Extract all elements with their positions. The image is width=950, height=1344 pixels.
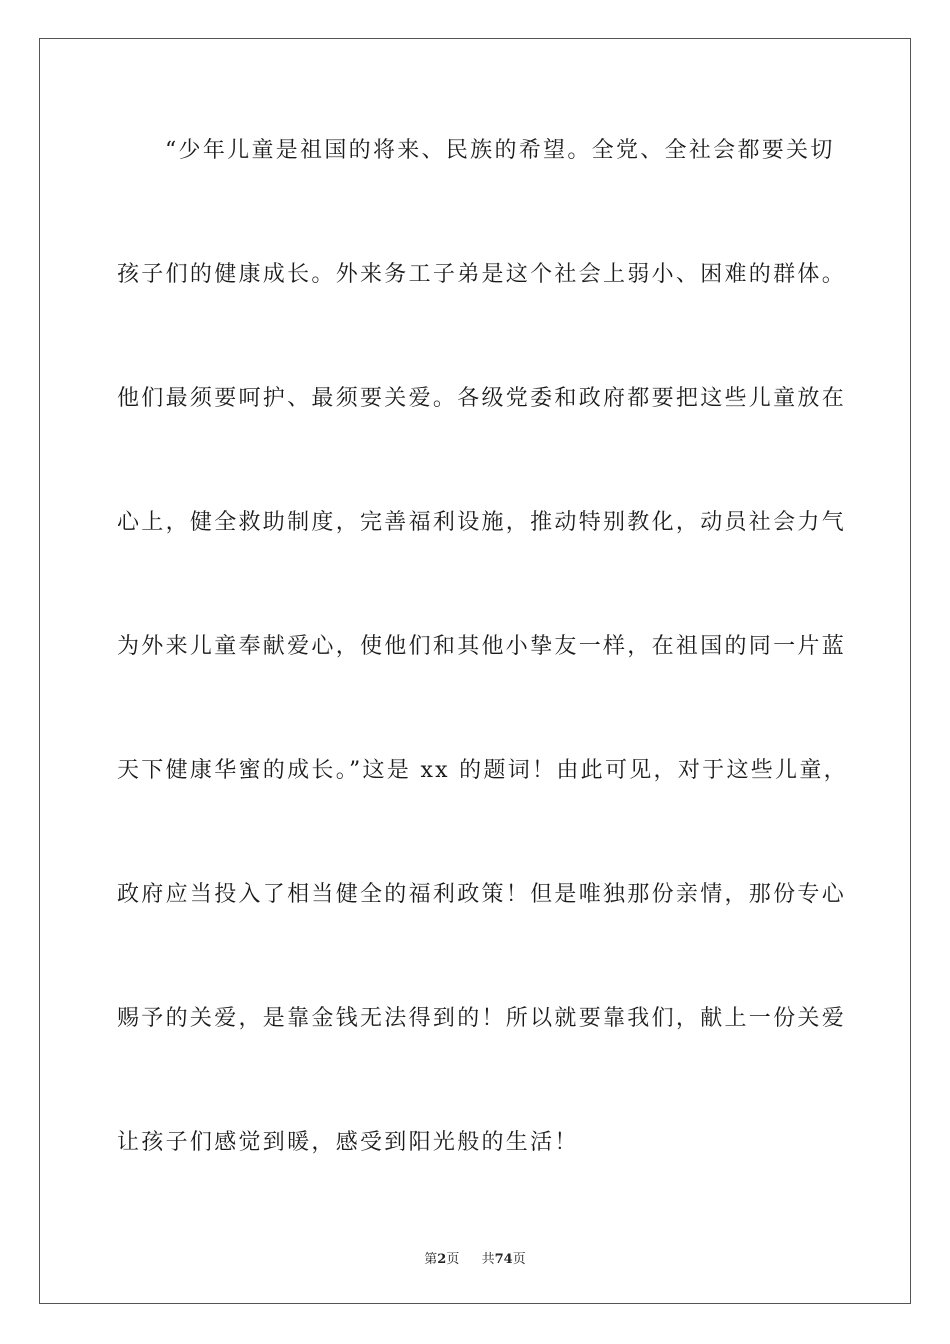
- page-number-label: [424, 1252, 463, 1267]
- paragraph-line-6: 天下健康华蜜的成长。”这是 xx 的题词！由此可见，对于这些儿童，: [117, 758, 848, 783]
- paragraph-line-4: 心上，健全救助制度，完善福利设施，推动特别教化，动员社会力气: [117, 510, 847, 535]
- page-prefix: 第: [424, 1252, 438, 1267]
- paragraph-line-8: 赐予的关爱，是靠金钱无法得到的！所以就要靠我们，献上一份关爱: [117, 1006, 847, 1031]
- page-suffix: 页: [446, 1252, 460, 1267]
- document-body: [117, 128, 848, 1244]
- total-pages-label: [482, 1252, 526, 1267]
- total-prefix: 共: [481, 1252, 495, 1267]
- paragraph-line-9: 让孩子们感觉到暖，感受到阳光般的生活！: [117, 1130, 579, 1155]
- paragraph-line-7: 政府应当投入了相当健全的福利政策！但是唯独那份亲情，那份专心: [117, 882, 847, 907]
- total-pages: 74: [494, 1252, 513, 1267]
- paragraph-line-2: 孩子们的健康成长。外来务工子弟是这个社会上弱小、困难的群体。: [117, 262, 847, 287]
- paragraph-line-5: 为外来儿童奉献爱心，使他们和其他小挚友一样，在祖国的同一片蓝: [117, 634, 847, 659]
- paragraph-line-1: “少年儿童是祖国的将来、民族的希望。全党、全社会都要关切: [165, 138, 835, 163]
- paragraph-line-3: 他们最须要呵护、最须要关爱。各级党委和政府都要把这些儿童放在: [117, 386, 847, 411]
- total-suffix: 页: [512, 1252, 526, 1267]
- page-number: 2: [437, 1252, 447, 1267]
- page-footer: [0, 1248, 950, 1267]
